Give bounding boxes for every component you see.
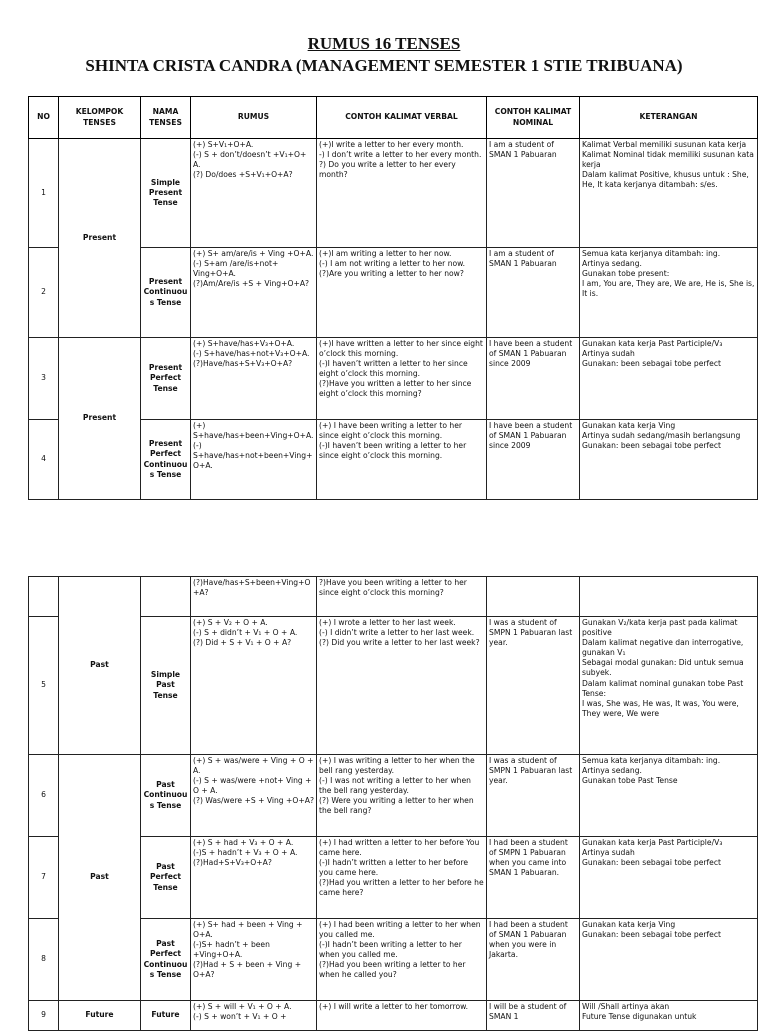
k-line: Gunakan: been sebagai tobe perfect: [582, 930, 721, 940]
c$-line: I was a student of SMPN 1 Pabuaran last year.: [489, 618, 573, 648]
c#-line: (+) I had written a letter to her before You came here.: [319, 838, 480, 858]
tense-name: Future: [141, 1001, 191, 1031]
contoh-verbal-cell: [317, 139, 487, 248]
c#-line: (?) Did you write a letter to her last week?: [319, 638, 480, 648]
c#-line: (-) I am not writing a letter to her now.: [319, 259, 466, 269]
kelompok-cell: Past: [59, 577, 141, 755]
r-line: (+) S+ had + been + Ving + O+A.: [193, 920, 303, 940]
r-line: (+) S + will + V₁ + O + A.: [193, 1002, 292, 1011]
header-kelompok: KELOMPOK TENSES: [59, 97, 141, 139]
c#-line: (+) I have been writing a letter to her since eight o’clock this morning.: [319, 421, 463, 441]
tense-name: Past Perfect Tense: [141, 837, 191, 919]
table-row: [29, 577, 758, 617]
kelompok-cell: Future: [59, 1001, 141, 1031]
k-line: Sebagai modal gunakan: Did untuk semua subyek.: [582, 658, 744, 678]
r-line: (-) S+am /are/is+not+ Ving+O+A.: [193, 259, 279, 279]
tense-name: [141, 577, 191, 617]
contoh-verbal-cell: [317, 755, 487, 837]
contoh-nominal-cell: [487, 919, 580, 1001]
tense-name: Present Perfect Continuous Tense: [141, 420, 191, 500]
row-number: [29, 577, 59, 617]
k-line: Gunakan: been sebagai tobe perfect: [582, 359, 721, 369]
c$-line: I am a student of SMAN 1 Pabuaran: [489, 249, 557, 269]
r-line: (?) Was/were +S + Ving +O+A?: [193, 796, 314, 806]
row-number: 5: [29, 617, 59, 755]
table-row: [29, 338, 758, 420]
tense-name: Past Perfect Continuous Tense: [141, 919, 191, 1001]
rumus-cell: [191, 919, 317, 1001]
contoh-verbal-cell: [317, 837, 487, 919]
k-line: Gunakan kata kerja Ving: [582, 920, 676, 929]
contoh-verbal-cell: [317, 248, 487, 338]
c#-line: (?)Had you been writing a letter to her when he called you?: [319, 960, 466, 980]
k-line: Gunakan kata kerja Past Participle/V₃: [582, 339, 723, 348]
row-number: 7: [29, 837, 59, 919]
page-title: RUMUS 16 TENSES: [307, 34, 461, 53]
keterangan-cell: [580, 919, 758, 1001]
k-line: Gunakan kata kerja Ving: [582, 421, 676, 430]
c#-line: (+)I write a letter to her every month.: [319, 140, 464, 149]
tense-name: Present Continuous Tense: [141, 248, 191, 338]
rumus-cell: [191, 338, 317, 420]
k-line: Will /Shall artinya akan: [582, 1002, 670, 1011]
c#-line: (-) I was not writing a letter to her when the bell rang yesterday.: [319, 776, 471, 796]
c#-line: (?)Had you written a letter to her before he came here?: [319, 878, 484, 898]
c$-line: I was a student of SMPN 1 Pabuaran last year.: [489, 756, 573, 786]
r-line: (+) S+ am/are/is + Ving +O+A.: [193, 249, 314, 258]
c#-line: (-)I hadn’t written a letter to her before you came here.: [319, 858, 469, 878]
r-line: (?) Did + S + V₁ + O + A?: [193, 638, 292, 648]
r-line: (?)Have/has+S+V₃+O+A?: [193, 359, 293, 369]
k-line: Artinya sudah sedang/masih berlangsung: [582, 431, 741, 441]
contoh-nominal-cell: [487, 420, 580, 500]
c#-line: (?)Have you written a letter to her since eight o’clock this morning?: [319, 379, 472, 399]
rumus-cell: [191, 248, 317, 338]
r-line: (-)S + hadn’t + V₃ + O + A.: [193, 848, 298, 858]
row-number: 2: [29, 248, 59, 338]
rumus-cell: [191, 617, 317, 755]
k-line: Future Tense digunakan untuk: [582, 1012, 697, 1022]
contoh-nominal-cell: [487, 755, 580, 837]
header-nama: NAMA TENSES: [141, 97, 191, 139]
rumus-cell: [191, 139, 317, 248]
k-line: Gunakan: been sebagai tobe perfect: [582, 441, 721, 451]
c$-line: I am a student of SMAN 1 Pabuaran: [489, 140, 557, 160]
row-number: 4: [29, 420, 59, 500]
r-line: (+) S + had + V₃ + O + A.: [193, 838, 294, 847]
k-line: Gunakan tobe Past Tense: [582, 776, 678, 786]
c#-line: (-)I haven’t written a letter to her since eight o’clock this morning.: [319, 359, 468, 379]
k-line: Semua kata kerjanya ditambah: ing.: [582, 249, 721, 258]
contoh-verbal-cell: [317, 919, 487, 1001]
header-rumus: RUMUS: [191, 97, 317, 139]
header-no: NO: [29, 97, 59, 139]
r-line: (-) S + didn’t + V₁ + O + A.: [193, 628, 298, 638]
c#-line: (?) Were you writing a letter to her when the bell rang?: [319, 796, 474, 816]
keterangan-cell: [580, 139, 758, 248]
keterangan-cell: [580, 248, 758, 338]
k-line: Dalam kalimat negative dan interrogative, gunakan V₁: [582, 638, 744, 658]
header-nominal: CONTOH KALIMAT NOMINAL: [487, 97, 580, 139]
r-line: (?)Have/has+S+been+Ving+O+A?: [193, 578, 311, 598]
r-line: (-) S + was/were +not+ Ving + O + A.: [193, 776, 312, 796]
header-keterangan: KETERANGAN: [580, 97, 758, 139]
k-line: Gunakan V₂/kata kerja past pada kalimat positive: [582, 618, 738, 638]
r-line: (-) S + don’t/doesn’t +V₁+O+ A.: [193, 150, 307, 170]
keterangan-cell: [580, 1001, 758, 1031]
kelompok-cell: Present: [59, 338, 141, 500]
row-number: 9: [29, 1001, 59, 1031]
c#-line: (+) I had been writing a letter to her when you called me.: [319, 920, 481, 940]
tenses-table-1: [28, 96, 758, 500]
r-line: (-) S+have/has+not+been+Ving+O+A.: [193, 441, 313, 471]
c$-line: I had been a student of SMPN 1 Pabuaran when you came into SMAN 1 Pabuaran.: [489, 838, 568, 878]
k-line: I am, You are, They are, We are, He is, She is, It is.: [582, 279, 755, 299]
kelompok-cell: Past: [59, 755, 141, 1001]
c#-line: ?)Have you been writing a letter to her since eight o’clock this morning?: [319, 578, 467, 598]
c#-line: ?) Do you write a letter to her every month?: [319, 160, 456, 180]
k-line: Artinya sudah: [582, 349, 635, 359]
r-line: (?)Had+S+V₃+O+A?: [193, 858, 272, 868]
contoh-nominal-cell: [487, 837, 580, 919]
k-line: Artinya sudah: [582, 848, 635, 858]
kelompok-cell: Present: [59, 139, 141, 338]
r-line: (?)Am/Are/is +S + Ving+O+A?: [193, 279, 310, 289]
c#-line: (+) I wrote a letter to her last week.: [319, 618, 456, 627]
row-number: 3: [29, 338, 59, 420]
rumus-cell: [191, 755, 317, 837]
k-line: Gunakan: been sebagai tobe perfect: [582, 858, 721, 868]
tenses-table-2: [28, 576, 758, 1031]
k-line: I was, She was, He was, It was, You were, They were, We were: [582, 698, 739, 718]
rumus-cell: [191, 420, 317, 500]
r-line: (-) S + won’t + V₁ + O +: [193, 1012, 287, 1022]
keterangan-cell: [580, 617, 758, 755]
r-line: (-)S+ hadn’t + been +Ving+O+A.: [193, 940, 270, 960]
rumus-cell: [191, 837, 317, 919]
c#-line: (+) I was writing a letter to her when the bell rang yesterday.: [319, 756, 475, 776]
c#-line: (+)I am writing a letter to her now.: [319, 249, 452, 258]
tense-name: Simple Present Tense: [141, 139, 191, 248]
tense-name: Simple Past Tense: [141, 617, 191, 755]
c#-line: (+)I have written a letter to her since eight o’clock this morning.: [319, 339, 483, 359]
c$-line: I will be a student of SMAN 1: [489, 1002, 567, 1022]
c#-line: (-)I hadn’t been writing a letter to her when you called me.: [319, 940, 462, 960]
k-line: Gunakan tobe present:: [582, 269, 670, 279]
r-line: (+) S+have/has+been+Ving+O+A.: [193, 421, 314, 441]
c#-line: -) I don’t write a letter to her every month.: [319, 150, 482, 160]
tense-name: Present Perfect Tense: [141, 338, 191, 420]
c$-line: I had been a student of SMAN 1 Pabuaran when you were in Jakarta.: [489, 920, 568, 960]
contoh-verbal-cell: [317, 617, 487, 755]
k-line: Dalam kalimat nominal gunakan tobe Past Tense:: [582, 678, 744, 698]
c$-line: I have been a student of SMAN 1 Pabuaran since 2009: [489, 421, 573, 451]
contoh-nominal-cell: [487, 248, 580, 338]
contoh-verbal-cell: [317, 1001, 487, 1031]
contoh-verbal-cell: [317, 577, 487, 617]
rumus-cell: [191, 1001, 317, 1031]
keterangan-cell: [580, 338, 758, 420]
r-line: (?) Do/does +S+V₁+O+A?: [193, 170, 293, 180]
contoh-nominal-cell: [487, 139, 580, 248]
r-line: (?)Had + S + been + Ving + O+A?: [193, 960, 302, 980]
keterangan-cell: [580, 755, 758, 837]
contoh-nominal-cell: [487, 1001, 580, 1031]
contoh-nominal-cell: [487, 617, 580, 755]
keterangan-cell: [580, 837, 758, 919]
contoh-verbal-cell: [317, 338, 487, 420]
k-line: Dalam kalimat Positive, khusus untuk : She, He, It kata kerjanya ditambah: s/es.: [582, 170, 749, 190]
r-line: (+) S+V₁+O+A.: [193, 140, 254, 149]
table-row: [29, 755, 758, 837]
r-line: (+) S+have/has+V₃+O+A.: [193, 339, 295, 348]
c#-line: (+) I will write a letter to her tomorrow.: [319, 1002, 469, 1011]
c#-line: (-) I didn’t write a letter to her last week.: [319, 628, 475, 638]
row-number: 1: [29, 139, 59, 248]
keterangan-cell: [580, 420, 758, 500]
c$-line: I have been a student of SMAN 1 Pabuaran since 2009: [489, 339, 573, 369]
contoh-verbal-cell: [317, 420, 487, 500]
c#-line: (?)Are you writing a letter to her now?: [319, 269, 464, 279]
k-line: Kalimat Verbal memiliki susunan kata kerja: [582, 140, 747, 149]
row-number: 6: [29, 755, 59, 837]
page-subtitle: SHINTA CRISTA CANDRA (MANAGEMENT SEMESTER 1 STIE TRIBUANA): [85, 56, 683, 75]
r-line: (+) S + was/were + Ving + O + A.: [193, 756, 314, 776]
tense-name: Past Continuous Tense: [141, 755, 191, 837]
keterangan-cell: [580, 577, 758, 617]
contoh-nominal-cell: [487, 338, 580, 420]
k-line: Kalimat Nominal tidak memiliki susunan kata kerja: [582, 150, 754, 170]
table-row: [29, 1001, 758, 1031]
k-line: Artinya sedang.: [582, 259, 642, 269]
contoh-nominal-cell: [487, 577, 580, 617]
k-line: Semua kata kerjanya ditambah: ing.: [582, 756, 721, 765]
rumus-cell: [191, 577, 317, 617]
r-line: (+) S + V₂ + O + A.: [193, 618, 268, 627]
r-line: (-) S+have/has+not+V₃+O+A.: [193, 349, 310, 359]
row-number: 8: [29, 919, 59, 1001]
k-line: Gunakan kata kerja Past Participle/V₃: [582, 838, 723, 847]
table-row: [29, 139, 758, 248]
header-verbal: CONTOH KALIMAT VERBAL: [317, 97, 487, 139]
c#-line: (-)I haven’t been writing a letter to her since eight o’clock this morning.: [319, 441, 467, 461]
k-line: Artinya sedang.: [582, 766, 642, 776]
